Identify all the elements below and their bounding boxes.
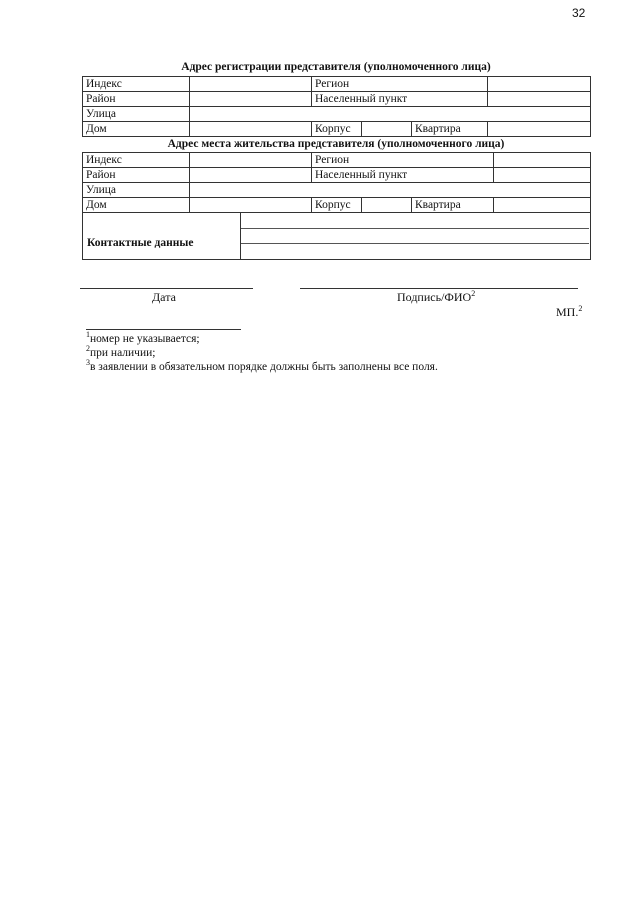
apartment-label: Квартира bbox=[412, 198, 494, 213]
street-label: Улица bbox=[83, 183, 190, 198]
locality-label: Населенный пункт bbox=[312, 92, 488, 107]
house-label: Дом bbox=[83, 198, 190, 213]
index-field[interactable] bbox=[190, 153, 312, 168]
house-label: Дом bbox=[83, 122, 190, 137]
table-row bbox=[83, 122, 591, 137]
date-line[interactable] bbox=[80, 288, 253, 289]
locality-field[interactable] bbox=[494, 168, 591, 183]
signature-label: Подпись/ФИО$^2$ bbox=[397, 289, 476, 304]
building-field[interactable] bbox=[362, 198, 412, 213]
region-label: Регион bbox=[312, 77, 488, 92]
footnote-2: $^2$при наличии; bbox=[86, 344, 156, 359]
street-label: Улица bbox=[83, 107, 190, 122]
table-row bbox=[83, 198, 591, 213]
table-row bbox=[83, 107, 591, 122]
registration-address-table bbox=[82, 76, 591, 137]
street-field[interactable] bbox=[190, 107, 591, 122]
section-title-registration: Адрес регистрации представителя (уполномоченного лица) bbox=[181, 61, 491, 73]
index-field[interactable] bbox=[190, 77, 312, 92]
stamp-label: МП.$^2$ bbox=[556, 304, 583, 319]
signature-line[interactable] bbox=[300, 288, 578, 289]
index-label: Индекс bbox=[83, 153, 190, 168]
apartment-label: Квартира bbox=[412, 122, 488, 137]
region-field[interactable] bbox=[488, 77, 591, 92]
house-field[interactable] bbox=[190, 198, 312, 213]
table-row bbox=[83, 153, 591, 168]
table-row bbox=[83, 183, 591, 198]
footnote-3: $^3$в заявлении в обязательном порядке должны быть заполнены все поля. bbox=[86, 358, 438, 373]
region-field[interactable] bbox=[494, 153, 591, 168]
apartment-field[interactable] bbox=[488, 122, 591, 137]
district-field[interactable] bbox=[190, 92, 312, 107]
building-field[interactable] bbox=[362, 122, 412, 137]
index-label: Индекс bbox=[83, 77, 190, 92]
contact-label: Контактные данные bbox=[87, 237, 194, 249]
locality-label: Населенный пункт bbox=[312, 168, 494, 183]
region-label: Регион bbox=[312, 153, 494, 168]
table-row bbox=[83, 92, 591, 107]
date-label: Дата bbox=[152, 290, 176, 304]
building-label: Корпус bbox=[312, 198, 362, 213]
district-label: Район bbox=[83, 92, 190, 107]
building-label: Корпус bbox=[312, 122, 362, 137]
district-field[interactable] bbox=[190, 168, 312, 183]
street-field[interactable] bbox=[190, 183, 591, 198]
locality-field[interactable] bbox=[488, 92, 591, 107]
page-number: 32 bbox=[572, 6, 586, 20]
section-title-residence: Адрес места жительства представителя (уполномоченного лица) bbox=[167, 138, 505, 150]
house-field[interactable] bbox=[190, 122, 312, 137]
apartment-field[interactable] bbox=[494, 198, 591, 213]
contact-field[interactable] bbox=[241, 228, 589, 259]
table-row bbox=[83, 168, 591, 183]
residence-address-table bbox=[82, 152, 591, 213]
table-row bbox=[83, 77, 591, 92]
footnote-separator bbox=[86, 329, 241, 330]
district-label: Район bbox=[83, 168, 190, 183]
footnote-1: $^1$номер не указывается; bbox=[86, 330, 200, 345]
